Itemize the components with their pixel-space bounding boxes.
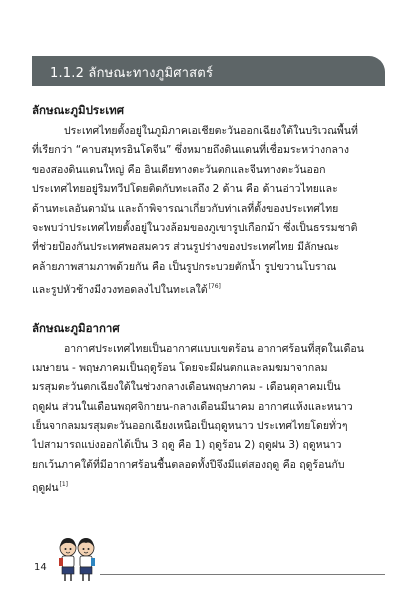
geography-line-last (32, 277, 377, 296)
climate-line: มรสุมตะวันตกเฉียงใต้ในช่วงกลางเดือนพฤษภาคม - เดือนตุลาคมเป็น (32, 381, 341, 394)
page-content (32, 100, 377, 495)
geography-line: ที่เรียกว่า “คาบสมุทรอินโดจีน” ซึ่งหมายถึงดินแดนที่เชื่อมระหว่างกลาง (32, 144, 349, 157)
geography-line: จะพบว่าประเทศไทยตั้งอยู่ในวงล้อมของภูเขารูปเกือกม้า ซึ่งเป็นธรรมชาติ (32, 221, 358, 234)
citation-ref: [1] (59, 481, 69, 489)
citation-ref: [76] (208, 283, 221, 291)
geography-line-text: และรูปหัวช้างมีงวงทอดลงไปในทะเลใต้ (32, 284, 208, 297)
geography-line: ประเทศไทยตั้งอยู่ในภูมิภาคเอเชียตะวันออกเฉียงใต้ในบริเวณพื้นที่ (64, 125, 358, 137)
geography-line: ของสองดินแดนใหญ่ คือ อินเดียทางตะวันตกและจีนทางตะวันออก (32, 163, 326, 176)
student-mascots-illustration (56, 535, 98, 585)
geography-heading: ลักษณะภูมิประเทศ (32, 103, 125, 117)
geography-line: ประเทศไทยอยู่ริมทวีปโดยติดกับทะเลถึง 2 ด้าน คือ ด้านอ่าวไทยและ (32, 183, 338, 196)
climate-line-last (32, 475, 377, 494)
page-number: 14 (34, 562, 47, 573)
climate-line: เย็นจากลมมรสุมตะวันออกเฉียงเหนือเป็นฤดูหนาว ประเทศไทยโดยทั่วๆ (32, 420, 348, 433)
section-title: 1.1.2 ลักษณะทางภูมิศาสตร์ (50, 66, 214, 81)
climate-line: เมษายน - พฤษภาคมเป็นฤดูร้อน โดยจะมีฝนตกและลมฆมาจากลม (32, 361, 328, 374)
climate-line: ฤดูฝน ส่วนในเดือนพฤศจิกายน-กลางเดือนมีนาคม อากาศแห้งและหนาว (32, 400, 353, 413)
climate-line: ไปสามารถแบ่งออกได้เป็น 3 ฤดู คือ 1) ฤดูร้อน 2) ฤดูฝน 3) ฤดูหนาว (32, 439, 342, 452)
geography-line: ด้านทะเลอันดามัน และถ้าพิจารณาเกี่ยวกับท่าเลที่ตั้งของประเทศไทย (32, 202, 339, 215)
footer-divider (100, 574, 385, 575)
geography-line: ที่ช่วยป้องกันประเทศพอสมควร ส่วนรูปร่างของประเทศไทย มีลักษณะ (32, 241, 340, 254)
section-title-banner (32, 56, 385, 86)
climate-line: ยกเว้นภาคใต้ที่มีอากาศร้อนชื้นตลอดทั้งปีจึงมีแต่สองฤดู คือ ฤดูร้อนกับ (32, 458, 345, 471)
climate-line: อากาศประเทศไทยเป็นอากาศแบบเขตร้อน อากาศร้อนที่สุดในเดือน (64, 342, 364, 355)
geography-line: คล้ายภาพสามภาพด้วยกัน คือ เป็นรูปกระบวยตักน้ำ รูปขวานโบราณ (32, 260, 337, 273)
climate-heading: ลักษณะภูมิอากาศ (32, 320, 120, 335)
climate-line-text: ฤดูฝน (32, 482, 59, 495)
